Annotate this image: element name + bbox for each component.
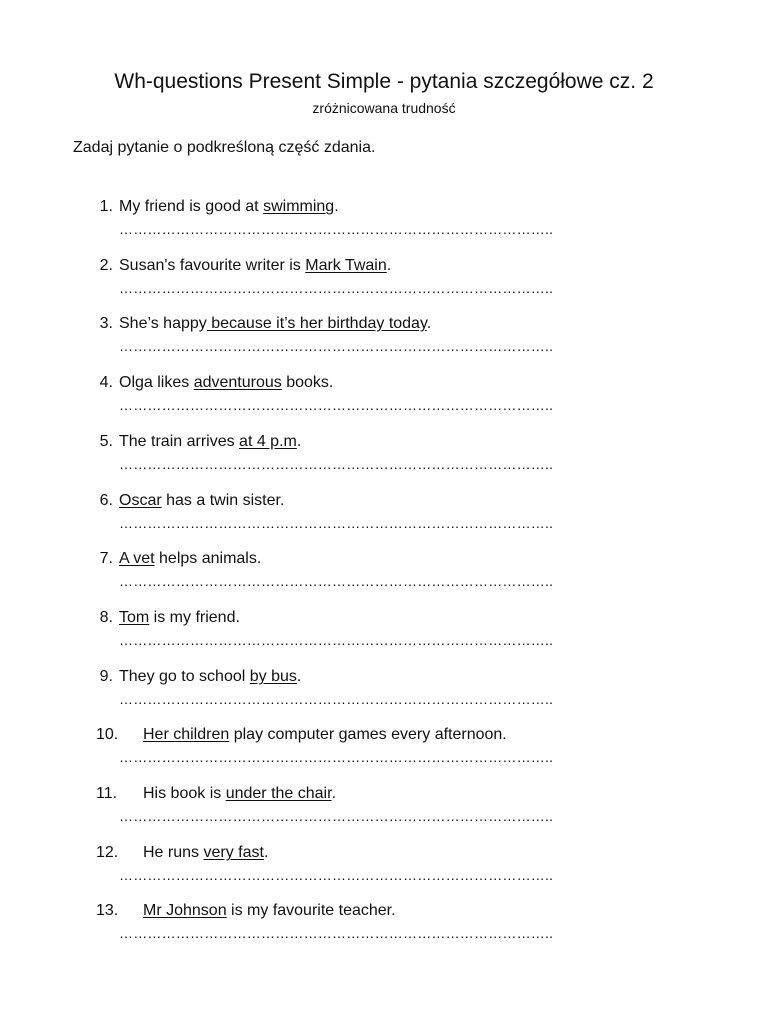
exercise-item — [0, 783, 768, 841]
sentence-text-after: . — [426, 315, 432, 332]
underlined-phrase: swimming — [263, 198, 335, 215]
underlined-phrase: because it’s her birthday today — [206, 315, 427, 332]
answer-line[interactable]: ……………………………………………………………………………….. — [119, 691, 554, 707]
exercise-number: 12. — [96, 844, 119, 861]
exercise-sentence — [143, 900, 396, 922]
sentence-text-after: . — [296, 668, 302, 685]
answer-line[interactable]: ……………………………………………………………………………….. — [119, 280, 554, 296]
exercise-sentence — [119, 490, 284, 512]
exercise-sentence — [119, 607, 240, 629]
answer-line[interactable]: ……………………………………………………………………………….. — [119, 221, 554, 237]
exercise-item — [0, 900, 768, 958]
sentence-text-after: books. — [281, 374, 334, 391]
sentence-text-after: helps animals. — [154, 550, 262, 567]
sentence-text-before: My friend is good at — [119, 198, 264, 215]
answer-line[interactable]: ……………………………………………………………………………….. — [119, 632, 554, 648]
answer-line[interactable]: ……………………………………………………………………………….. — [119, 515, 554, 531]
underlined-phrase: under the chair — [225, 785, 332, 802]
exercise-sentence — [119, 313, 431, 335]
sentence-text-after: . — [263, 844, 269, 861]
answer-line[interactable]: ……………………………………………………………………………….. — [119, 456, 554, 472]
exercise-number: 8. — [99, 609, 113, 626]
sentence-text-before: Olga likes — [119, 374, 194, 391]
underlined-phrase: at 4 p.m — [239, 433, 297, 450]
page-title: Wh-questions Present Simple - pytania szczegółowe cz. 2 — [114, 70, 654, 93]
exercise-item — [0, 666, 768, 724]
exercise-number: 13. — [96, 902, 119, 919]
exercise-item — [0, 255, 768, 313]
answer-line[interactable]: ……………………………………………………………………………….. — [119, 925, 554, 941]
exercise-item — [0, 724, 768, 782]
exercise-number: 3. — [99, 315, 113, 332]
answer-line[interactable]: ……………………………………………………………………………….. — [119, 338, 554, 354]
underlined-phrase: Her children — [143, 726, 230, 743]
exercise-sentence — [143, 724, 507, 746]
exercise-number: 4. — [99, 374, 113, 391]
page-subtitle: zróżnicowana trudność — [312, 100, 456, 116]
sentence-text-before: She’s happy — [119, 315, 207, 332]
sentence-text-after: . — [334, 198, 339, 215]
underlined-phrase: Mark Twain — [305, 257, 387, 274]
instruction-text: Zadaj pytanie o podkreśloną część zdania. — [73, 139, 376, 156]
exercise-item — [0, 313, 768, 371]
exercise-sentence — [119, 196, 339, 218]
sentence-text-after: . — [296, 433, 302, 450]
answer-line[interactable]: ……………………………………………………………………………….. — [119, 749, 554, 765]
exercise-sentence — [119, 372, 333, 394]
underlined-phrase: A vet — [119, 550, 155, 567]
answer-line[interactable]: ……………………………………………………………………………….. — [119, 573, 554, 589]
exercise-item — [0, 548, 768, 606]
underlined-phrase: very fast — [203, 844, 264, 861]
sentence-text-after: play computer games every afternoon. — [229, 726, 507, 743]
sentence-text-before: He runs — [143, 844, 204, 861]
exercise-number: 9. — [99, 668, 113, 685]
exercise-number: 6. — [99, 492, 113, 509]
exercise-item — [0, 490, 768, 548]
exercise-sentence — [143, 783, 336, 805]
underlined-phrase: Tom — [119, 609, 150, 626]
sentence-text-before: His book is — [143, 785, 226, 802]
exercise-number: 7. — [99, 550, 113, 567]
sentence-text-before: They go to school — [119, 668, 250, 685]
sentence-text-after: . — [386, 257, 392, 274]
exercise-number: 11. — [96, 785, 118, 802]
exercise-sentence — [143, 842, 268, 864]
exercise-number: 1. — [99, 198, 113, 215]
sentence-text-after: has a twin sister. — [161, 492, 285, 509]
exercise-sentence — [119, 666, 301, 688]
exercise-number: 10. — [96, 726, 119, 743]
exercise-item — [0, 607, 768, 665]
underlined-phrase: Oscar — [119, 492, 162, 509]
sentence-text-after: is my favourite teacher. — [226, 902, 396, 919]
underlined-phrase: adventurous — [193, 374, 282, 391]
answer-line[interactable]: ……………………………………………………………………………….. — [119, 867, 554, 883]
sentence-text-before: The train arrives — [119, 433, 240, 450]
exercise-sentence — [119, 431, 301, 453]
sentence-text-before: Susan's favourite writer is — [119, 257, 306, 274]
exercise-item — [0, 842, 768, 900]
answer-line[interactable]: ……………………………………………………………………………….. — [119, 397, 554, 413]
answer-line[interactable]: ……………………………………………………………………………….. — [119, 808, 554, 824]
exercise-sentence — [119, 255, 391, 277]
exercise-number: 5. — [99, 433, 113, 450]
sentence-text-after: . — [331, 785, 337, 802]
exercise-sentence — [119, 548, 261, 570]
exercise-item — [0, 196, 768, 254]
underlined-phrase: by bus — [249, 668, 297, 685]
sentence-text-after: is my friend. — [149, 609, 240, 626]
exercise-item — [0, 372, 768, 430]
exercise-number: 2. — [99, 257, 113, 274]
underlined-phrase: Mr Johnson — [143, 902, 227, 919]
exercise-item — [0, 431, 768, 489]
